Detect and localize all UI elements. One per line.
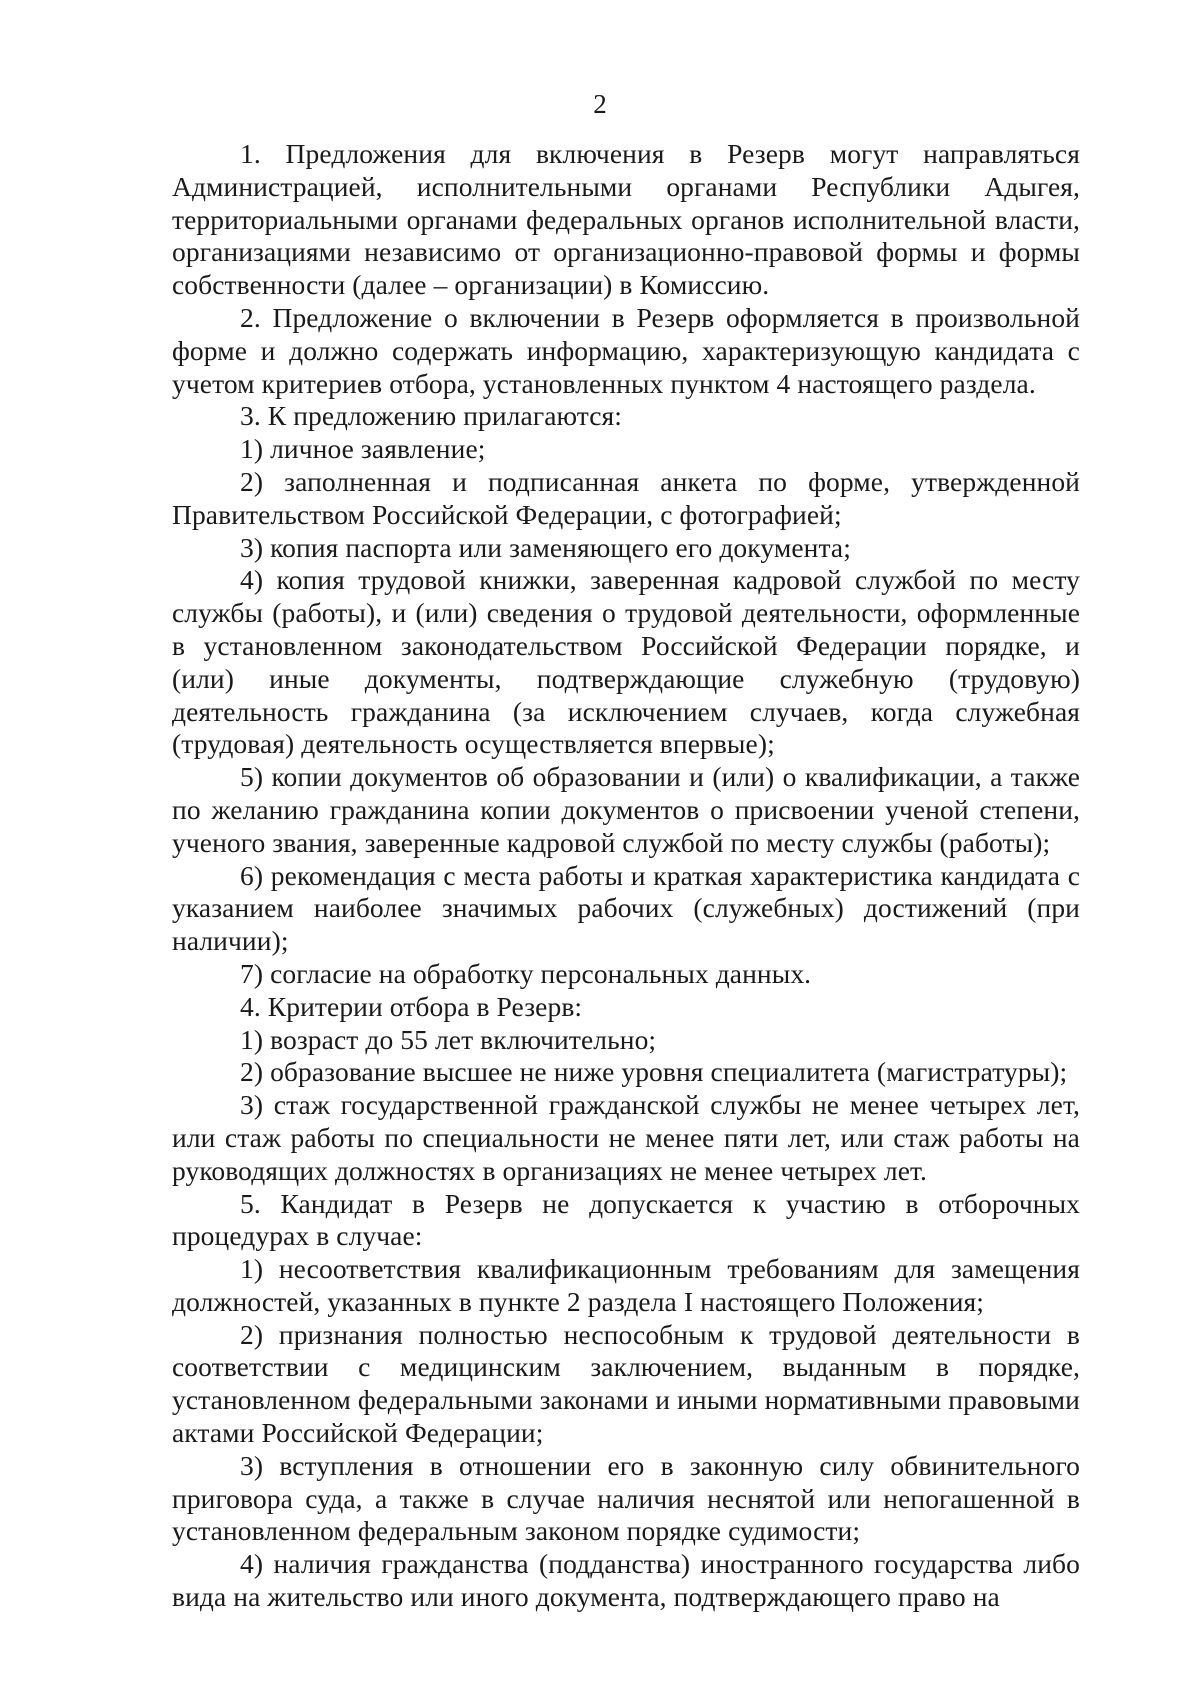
paragraph-1: 1. Предложения для включения в Резерв могут направляться Администрацией, исполнительными органами Республики Адыгея, территориальными органами федеральных органов исполнительной власти, организациями независимо от организационно-правовой формы и формы собственности (далее – организации) в Комиссию. [172,138,1080,301]
list-item-3-2: 2) заполненная и подписанная анкета по форме, утвержденной Правительством Российской Федерации, с фотографией; [172,465,1080,530]
list-item-5-4: 4) наличия гражданства (подданства) иностранного государства либо вида на жительство или иного документа, подтверждающего право на [172,1548,1080,1613]
list-item-5-3: 3) вступления в отношении его в законную силу обвинительного приговора суда, а также в случае наличия неснятой или непогашенной в установленном федеральным законом порядке судимости; [172,1449,1080,1547]
paragraph-5: 5. Кандидат в Резерв не допускается к участию в отборочных процедурах в случае: [172,1187,1080,1252]
paragraph-2: 2. Предложение о включении в Резерв оформляется в произвольной форме и должно содержать информацию, характеризующую кандидата с учетом критериев отбора, установленных пунктом 4 настоящего раздела. [172,301,1080,399]
list-item-3-3: 3) копия паспорта или заменяющего его документа; [240,531,851,563]
list-item-5-1: 1) несоответствия квалификационным требованиям для замещения должностей, указанных в пункте 2 раздела I настоящего Положения; [172,1253,1080,1317]
document-body [172,138,1080,1614]
list-item-4-2: 2) образование высшее не ниже уровня специалитета (магистратуры); [240,1056,1068,1088]
list-item-3-4: 4) копия трудовой книжки, заверенная кадровой службой по месту службы (работы), и (или) сведения о трудовой деятельности, оформленные в установленном законодательством Российской Федерации порядке, и (или) иные документы, подтверждающие служебную (трудовую) деятельность гражданина (за исключением случаев, когда служебная (трудовая) деятельность осуществляется впервые); [172,564,1080,760]
list-item-3-6: 6) рекомендация с места работы и краткая характеристика кандидата с указанием наиболее значимых рабочих (служебных) достижений (при наличии); [172,859,1080,957]
list-item-3-1: 1) личное заявление; [240,433,486,465]
list-item-4-3: 3) стаж государственной гражданской службы не менее четырех лет, или стаж работы по специальности не менее пяти лет, или стаж работы на руководящих должностях в организациях не менее четырех лет. [172,1089,1080,1186]
list-item-5-2: 2) признания полностью неспособным к трудовой деятельности в соответствии с медицинским заключением, выданным в порядке, установленном федеральными законами и иными нормативными правовыми актами Российской Федерации; [172,1318,1080,1449]
page-number: 2 [593,89,607,119]
paragraph-3: 3. К предложению прилагаются: [240,400,623,432]
paragraph-4: 4. Критерии отбора в Резерв: [240,990,583,1022]
list-item-3-7: 7) согласие на обработку персональных данных. [240,957,812,989]
list-item-3-5: 5) копии документов об образовании и (или) о квалификации, а также по желанию гражданина копии документов о присвоении ученой степени, ученого звания, заверенные кадровой службой по месту службы (работы); [172,761,1080,858]
list-item-4-1: 1) возраст до 55 лет включительно; [240,1023,657,1055]
